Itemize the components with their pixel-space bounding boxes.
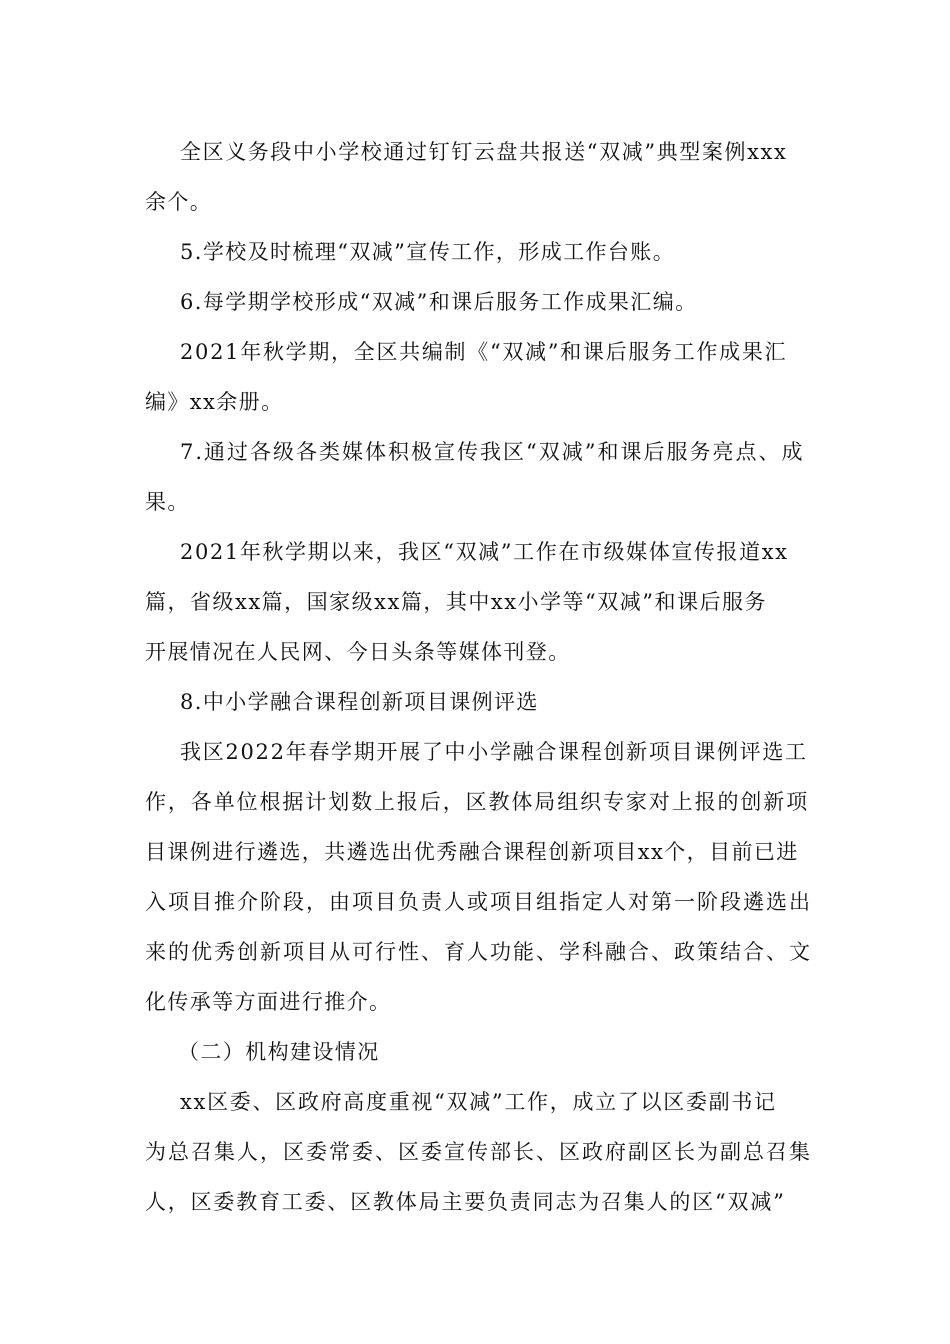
list-item-5: 5.学校及时梳理“双减”宣传工作，形成工作台账。	[180, 240, 676, 264]
list-item-8: 8.中小学融合课程创新项目课例评选	[180, 690, 539, 714]
paragraph-line: 篇，省级xx篇，国家级xx篇，其中xx小学等“双减”和课后服务	[145, 590, 768, 614]
paragraph-line: 人，区委教育工委、区教体局主要负责同志为召集人的区“双减”	[145, 1190, 786, 1214]
paragraph-line: 为总召集人，区委常委、区委宣传部长、区政府副区长为副总召集	[145, 1140, 812, 1164]
paragraph-line: 全区义务段中小学校通过钉钉云盘共报送“双减”典型案例xxx	[180, 140, 788, 164]
paragraph-line: 我区2022年春学期开展了中小学融合课程创新项目课例评选工	[180, 740, 808, 764]
paragraph-line: 作，各单位根据计划数上报后，区教体局组织专家对上报的创新项	[145, 790, 810, 814]
paragraph-line: 余个。	[145, 190, 213, 214]
paragraph-line: 果。	[145, 490, 190, 514]
paragraph-line: 化传承等方面进行推介。	[145, 990, 392, 1014]
paragraph-line: 2021年秋学期以来，我区“双减”工作在市级媒体宣传报道xx	[180, 540, 789, 564]
paragraph-line: 入项目推介阶段，由项目负责人或项目组指定人对第一阶段遴选出	[145, 890, 812, 914]
paragraph-line: 目课例进行遴选，共遴选出优秀融合课程创新项目xx个，目前已进	[145, 840, 799, 864]
section-heading: （二）机构建设情况	[178, 1040, 380, 1064]
paragraph-line: 来的优秀创新项目从可行性、育人功能、学科融合、政策结合、文	[145, 940, 812, 964]
paragraph-line: 开展情况在人民网、今日头条等媒体刊登。	[145, 640, 571, 664]
paragraph-line: 编》xx余册。	[145, 390, 284, 414]
list-item-7: 7.通过各级各类媒体积极宣传我区“双减”和课后服务亮点、成	[180, 440, 805, 464]
paragraph-line: xx区委、区政府高度重视“双减”工作，成立了以区委副书记	[180, 1090, 777, 1114]
list-item-6: 6.每学期学校形成“双减”和课后服务工作成果汇编。	[180, 290, 698, 314]
paragraph-line: 2021年秋学期，全区共编制《“双减”和课后服务工作成果汇	[180, 340, 788, 364]
